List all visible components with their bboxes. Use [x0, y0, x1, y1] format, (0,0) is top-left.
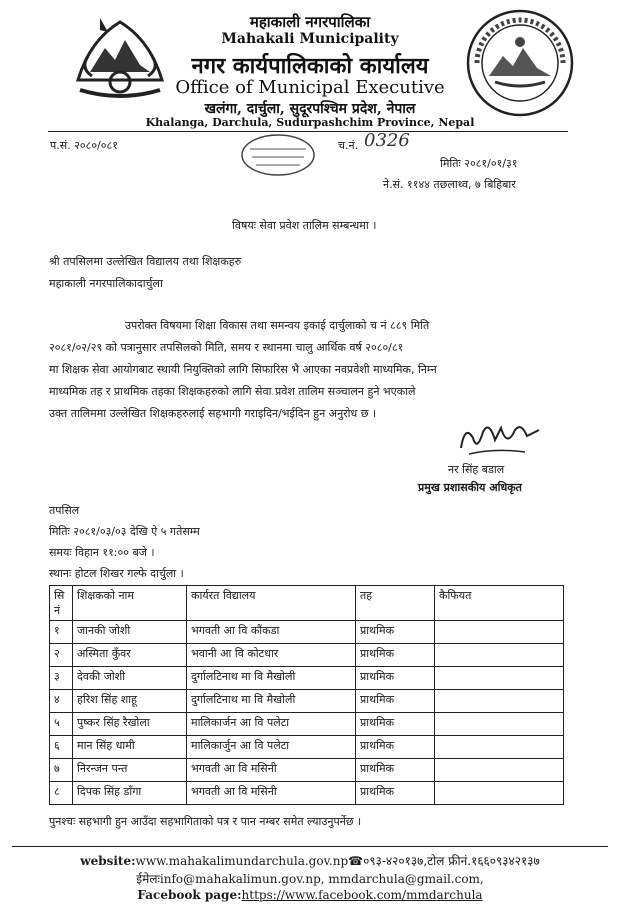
col-remarks: कैफियत [435, 586, 564, 621]
tapasil-heading: तपसिल [49, 504, 80, 517]
cell-school: मालिकार्जुन आ वि पलेटा [187, 736, 356, 759]
website-link[interactable]: www.mahakalimundarchula.gov.np [135, 854, 349, 868]
footer-divider [12, 846, 608, 847]
subject-line: विषयः सेवा प्रवेश तालिम सम्बन्धमा । [232, 219, 377, 232]
cell-school: दुर्गालटिनाथ मा वि मैखोली [187, 690, 356, 713]
facebook-label: Facebook page: [137, 888, 242, 902]
letter-date: मितिः २०८१/०१/३१ [440, 157, 518, 170]
body-line-3: मा शिक्षक सेवा आयोगबाट स्थायी नियुक्तिको लागि सिफारिस भै आएका नवप्रवेशी माध्यमिक, निम्न [49, 363, 437, 376]
cell-remarks [435, 782, 564, 805]
cell-serial: ४ [50, 690, 73, 713]
cell-level: प्राथमिक [356, 782, 435, 805]
footer-website-line [0, 852, 620, 869]
table-row [50, 736, 564, 759]
signatory-title: प्रमुख प्रशासकीय अधिकृत [418, 481, 522, 494]
cell-remarks [435, 713, 564, 736]
body-line-4: माध्यमिक तह र प्राथमिक तहका शिक्षकहरुको लागि सेवा प्रवेश तालिम सञ्चालन हुने भएकाले [49, 385, 416, 398]
footer-email-line [0, 870, 620, 887]
dispatch-number-label: च.नं. [338, 139, 359, 152]
body-line-2: २०८१/०२/२९ को पत्रानुसार तपसिलको मिति, समय र स्थानमा चालु आर्थिक वर्ष २०८०/८१ [49, 341, 404, 354]
body-line-5: उक्त तालिममा उल्लेखित शिक्षकहरुलाई सहभागी गराइदिन/भईदिन हुन अनुरोध छ । [49, 407, 377, 420]
table-row [50, 667, 564, 690]
col-serial: सि नं [50, 586, 73, 621]
facebook-link[interactable]: https://www.facebook.com/mmdarchula [241, 888, 483, 902]
table-row [50, 782, 564, 805]
address-np: खलंगा, दार्चुला, सुदूरपश्चिम प्रदेश, नेपाल [204, 101, 416, 117]
col-school: कार्यरत विद्यालय [187, 586, 356, 621]
cell-remarks [435, 690, 564, 713]
cell-serial: ७ [50, 759, 73, 782]
nepal-sambat-date: ने.सं. ११४४ तछलाथ्व, ७ बिहिबार [383, 178, 516, 191]
municipality-name-en: Mahakali Municipality [221, 31, 399, 47]
table-header-row [50, 586, 564, 621]
phone-numbers: ☎०९३-४२०१३७,टोल फ्रीनं.१६६०९३४२१३७ [348, 854, 540, 868]
dispatch-number-handwritten: 0326 [364, 130, 410, 151]
cell-level: प्राथमिक [356, 759, 435, 782]
training-venue: स्थानः होटल शिखर गल्फे दार्चुला । [49, 567, 184, 580]
table-row [50, 644, 564, 667]
body-line-1: उपरोक्त विषयमा शिक्षा विकास तथा समन्वय इकाई दार्चुलाको च नं ८८९ मिति [125, 319, 430, 332]
table-row [50, 690, 564, 713]
cell-teacher-name: हरिश सिंह शाहू [73, 690, 187, 713]
cell-school: मालिकार्जन आ वि पलेटा [187, 713, 356, 736]
cell-remarks [435, 644, 564, 667]
cell-serial: २ [50, 644, 73, 667]
cell-level: प्राथमिक [356, 621, 435, 644]
signature-image [455, 418, 545, 460]
table-row [50, 621, 564, 644]
cell-teacher-name: पुष्कर सिंह रैखोला [73, 713, 187, 736]
footer-facebook-line [0, 888, 620, 902]
table-row [50, 713, 564, 736]
cell-serial: ६ [50, 736, 73, 759]
website-label: website: [80, 854, 136, 868]
cell-level: प्राथमिक [356, 690, 435, 713]
cell-teacher-name: निरन्जन पन्त [73, 759, 187, 782]
cell-teacher-name: अस्मिता कुँवर [73, 644, 187, 667]
cell-teacher-name: मान सिंह धामी [73, 736, 187, 759]
municipality-name-np: महाकाली नगरपालिका [249, 13, 371, 31]
cell-remarks [435, 759, 564, 782]
cell-serial: १ [50, 621, 73, 644]
table-row [50, 759, 564, 782]
col-level: तह [356, 586, 435, 621]
cell-serial: ५ [50, 713, 73, 736]
signatory-name: नर सिंह बडाल [448, 463, 505, 476]
address-en: Khalanga, Darchula, Sudurpashchim Province, Nepal [145, 116, 475, 129]
cell-remarks [435, 667, 564, 690]
training-date: मितिः २०८१/०३/०३ देखि ऐ ५ गतेसम्म [49, 525, 200, 538]
cell-remarks [435, 736, 564, 759]
participants-table [49, 585, 564, 805]
cell-school: भवानी आ वि कोटधार [187, 644, 356, 667]
office-name-en: Office of Municipal Executive [175, 77, 445, 98]
cell-teacher-name: दिपक सिंह डाँगा [73, 782, 187, 805]
cell-level: प्राथमिक [356, 713, 435, 736]
cell-level: प्राथमिक [356, 667, 435, 690]
cell-school: भगवती आ वि मसिनी [187, 782, 356, 805]
cell-level: प्राथमिक [356, 644, 435, 667]
cell-serial: ३ [50, 667, 73, 690]
recipient-line-2: महाकाली नगरपालिकादार्चुला [49, 277, 163, 290]
cell-school: दुर्गालटिनाथ मा वि मैखोली [187, 667, 356, 690]
email-addresses[interactable]: info@mahakalimun.gov.np, mmdarchula@gmail.com, [159, 872, 484, 886]
training-time: समयः विहान ११:०० बजे । [49, 546, 155, 559]
cell-serial: ८ [50, 782, 73, 805]
office-name-np: नगर कार्यपालिकाको कार्यालय [191, 53, 429, 79]
cell-teacher-name: देवकी जोशी [73, 667, 187, 690]
cell-level: प्राथमिक [356, 736, 435, 759]
cell-school: भगवती आ वि कौंकडा [187, 621, 356, 644]
postscript-note: पुनश्चः सहभागी हुन आउँदा सहभागिताको पत्र र पान नम्बर समेत ल्याउनुपर्नेछ । [49, 815, 362, 828]
office-stamp-icon [238, 129, 318, 177]
cell-school: भगवती आ वि मसिनी [187, 759, 356, 782]
reference-number: प.सं. २०८०/०८१ [50, 139, 118, 152]
recipient-line-1: श्री तपसिलमा उल्लेखित विद्यालय तथा शिक्षकहरु [49, 255, 242, 268]
cell-teacher-name: जानकी जोशी [73, 621, 187, 644]
email-label: ईमेलः [136, 872, 160, 886]
cell-remarks [435, 621, 564, 644]
col-teacher-name: शिक्षकको नाम [73, 586, 187, 621]
